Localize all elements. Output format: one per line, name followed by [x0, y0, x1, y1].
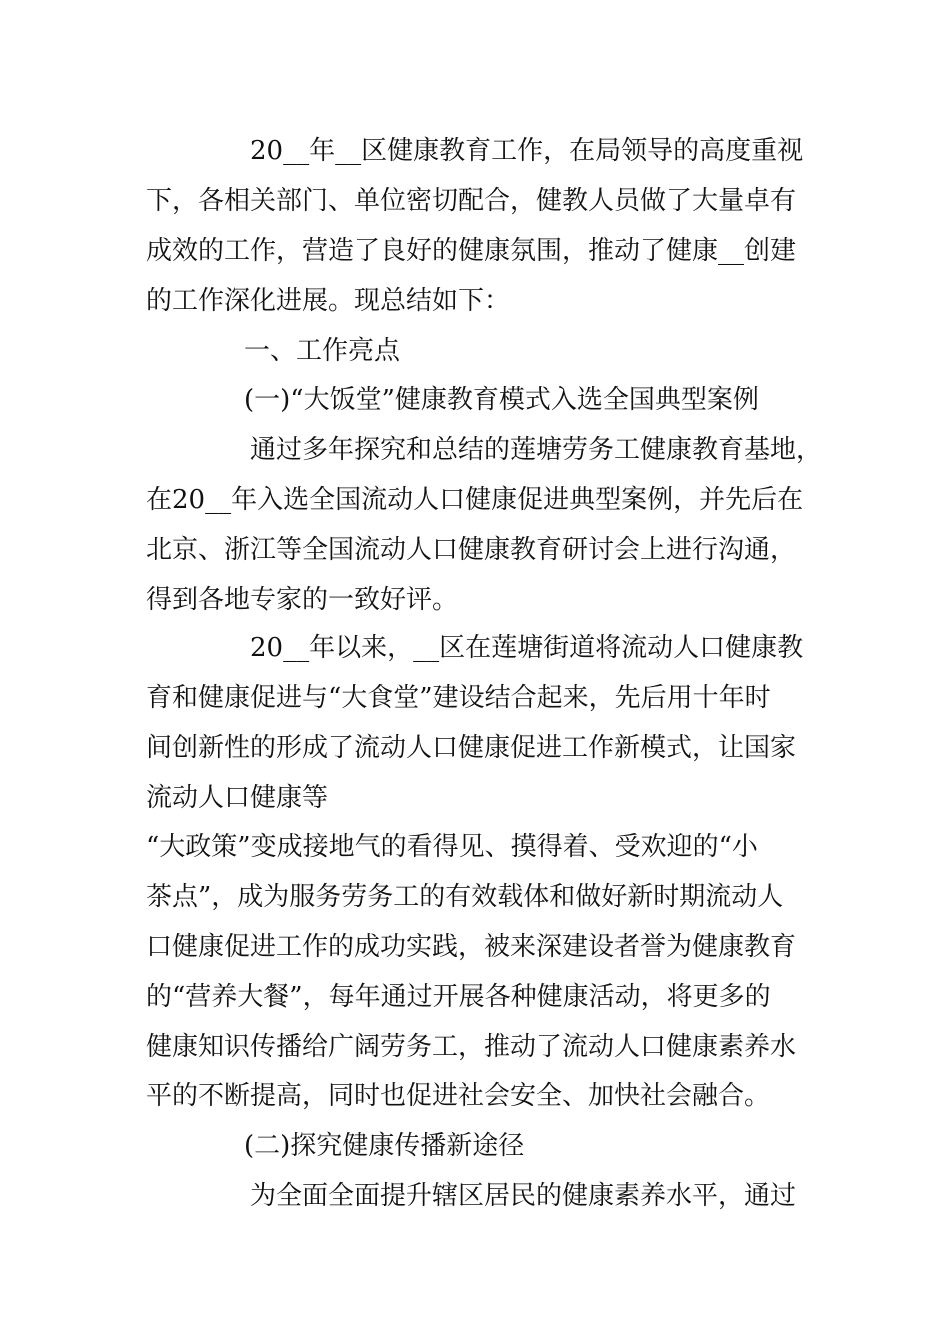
paragraph-line: 间创新性的形成了流动人口健康促进工作新模式，让国家: [146, 733, 797, 763]
paragraph-line: 在20__年入选全国流动人口健康促进典型案例，并先后在: [146, 485, 804, 515]
paragraph-line: “大政策”变成接地气的看得见、摸得着、受欢迎的“小: [146, 832, 758, 862]
paragraph-line: 20__年__区健康教育工作，在局领导的高度重视: [250, 136, 804, 166]
paragraph-line: 育和健康促进与“大食堂”建设结合起来，先后用十年时: [146, 683, 771, 713]
paragraph-line: 口健康促进工作的成功实践，被来深建设者誉为健康教育: [146, 932, 797, 962]
paragraph-line: 20__年以来，__区在莲塘街道将流动人口健康教: [250, 633, 804, 663]
paragraph-line: 为全面全面提升辖区居民的健康素养水平，通过: [250, 1181, 797, 1211]
subsection-heading: (二)探究健康传播新途径: [244, 1131, 525, 1161]
paragraph-line: 茶点”，成为服务劳务工的有效载体和做好新时期流动人: [146, 882, 784, 912]
paragraph-line: 的工作深化进展。现总结如下：: [146, 286, 511, 316]
paragraph-line: 的“营养大餐”，每年通过开展各种健康活动，将更多的: [146, 982, 771, 1012]
paragraph-line: 流动人口健康等: [146, 783, 329, 813]
section-heading: 一、工作亮点: [244, 336, 401, 366]
subsection-heading: (一)“大饭堂”健康教育模式入选全国典型案例: [244, 385, 759, 415]
paragraph-line: 通过多年探究和总结的莲塘劳务工健康教育基地，: [250, 435, 823, 465]
paragraph-line: 平的不断提高，同时也促进社会安全、加快社会融合。: [146, 1081, 771, 1111]
paragraph-line: 下，各相关部门、单位密切配合，健教人员做了大量卓有: [146, 186, 797, 216]
paragraph-line: 健康知识传播给广阔劳务工，推动了流动人口健康素养水: [146, 1032, 797, 1062]
paragraph-line: 得到各地专家的一致好评。: [146, 585, 459, 615]
paragraph-line: 北京、浙江等全国流动人口健康教育研讨会上进行沟通，: [146, 535, 797, 565]
paragraph-line: 成效的工作，营造了良好的健康氛围，推动了健康__创建: [146, 236, 797, 266]
